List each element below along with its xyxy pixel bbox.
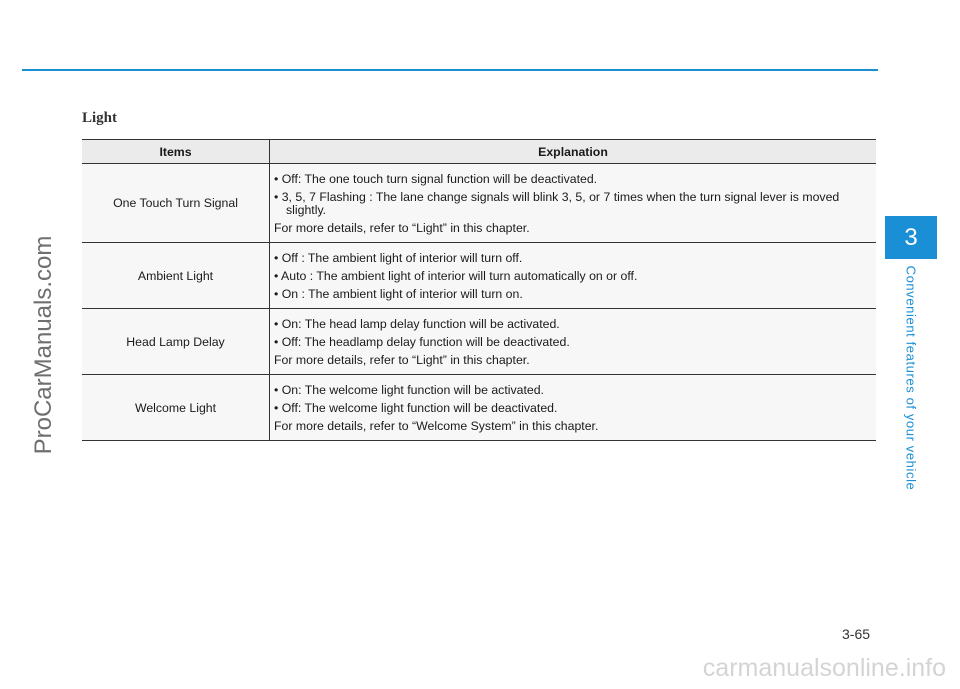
explanation-bullet: • 3, 5, 7 Flashing : The lane change signals will blink 3, 5, or 7 times when the turn signal lever is moved slightly. [274,190,840,217]
explanation-cell [270,375,877,441]
table-row [82,243,876,309]
watermark-bottom: carmanualsonline.info [702,654,946,682]
explanation-note: For more details, refer to “Light” in this chapter. [274,221,530,235]
explanation-cell [270,164,877,243]
item-name-cell: One Touch Turn Signal [82,164,270,243]
settings-table [82,139,876,441]
explanation-bullet: • Auto : The ambient light of interior will turn automatically on or off. [274,269,638,283]
explanation-cell [270,309,877,375]
chapter-number-badge: 3 [885,216,937,259]
chapter-title: Convenient features of your vehicle [903,265,919,491]
explanation-bullet: • On : The ambient light of interior will turn on. [274,287,523,301]
column-header-items: Items [82,140,270,164]
explanation-bullet: • On: The head lamp delay function will be activated. [274,317,560,331]
page-number: 3-65 [842,626,871,642]
explanation-note: For more details, refer to “Welcome System” in this chapter. [274,419,599,433]
explanation-cell [270,243,877,309]
table-body [82,164,876,441]
item-name-cell: Ambient Light [82,243,270,309]
item-name-cell: Welcome Light [82,375,270,441]
explanation-note: For more details, refer to “Light” in this chapter. [274,353,530,367]
explanation-bullet: • Off : The ambient light of interior will turn off. [274,251,523,265]
explanation-bullet: • Off: The one touch turn signal function will be deactivated. [274,172,598,186]
watermark-side: ProCarManuals.com [30,235,57,455]
column-header-explanation: Explanation [270,140,877,164]
table-header-row [82,140,876,164]
table-row [82,309,876,375]
explanation-bullet: • Off: The welcome light function will be deactivated. [274,401,558,415]
item-name-cell: Head Lamp Delay [82,309,270,375]
table-row [82,164,876,243]
header-rule [22,69,878,71]
section-title: Light [82,110,118,126]
explanation-bullet: • On: The welcome light function will be activated. [274,383,544,397]
explanation-bullet: • Off: The headlamp delay function will be deactivated. [274,335,570,349]
table-row [82,375,876,441]
